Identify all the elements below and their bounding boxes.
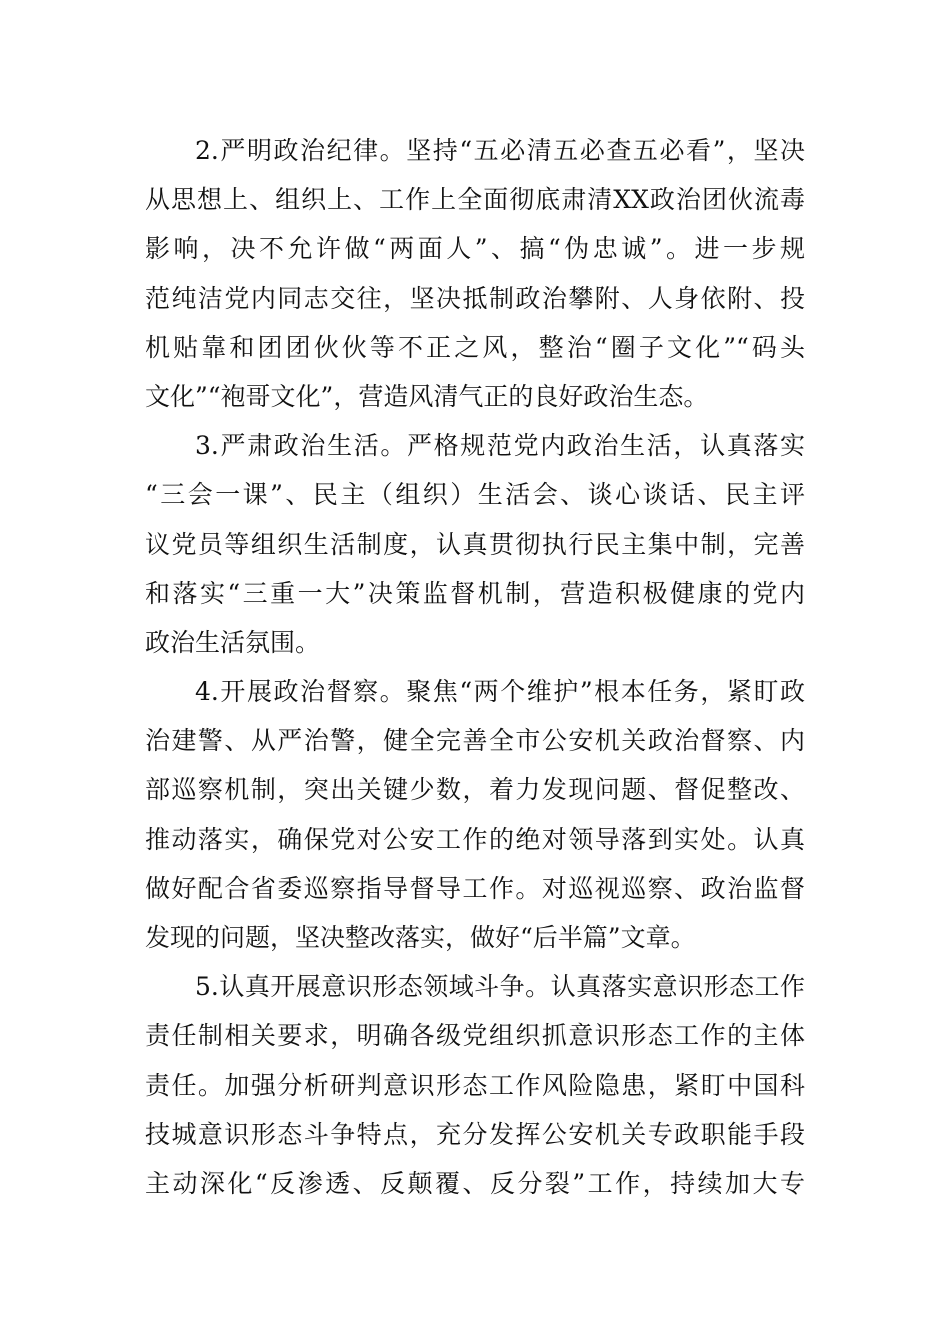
document-body (145, 126, 805, 1208)
text-line: 做好配合省委巡察指导督导工作。对巡视巡察、政治监督 (145, 873, 805, 903)
text-line: 技城意识形态斗争特点，充分发挥公安机关专政职能手段 (145, 1119, 805, 1149)
text-line: “三会一课”、民主（组织）生活会、谈心谈话、民主评 (145, 480, 805, 510)
text-line: 责任。加强分析研判意识形态工作风险隐患，紧盯中国科 (145, 1070, 805, 1100)
text-line: 机贴靠和团团伙伙等不正之风，整治“圈子文化”“码头 (145, 332, 805, 362)
text-line: 3.严肃政治生活。严格规范党内政治生活，认真落实 (195, 431, 805, 461)
text-line: 部巡察机制，突出关键少数，着力发现问题、督促整改、 (145, 775, 805, 805)
text-line: 5.认真开展意识形态领域斗争。认真落实意识形态工作 (195, 972, 805, 1002)
text-line: 范纯洁党内同志交往，坚决抵制政治攀附、人身依附、投 (145, 283, 805, 313)
text-line: 推动落实，确保党对公安工作的绝对领导落到实处。认真 (145, 824, 805, 854)
paragraph-political-inspection (145, 667, 805, 962)
text-line: 文化”“袍哥文化”，营造风清气正的良好政治生态。 (145, 381, 709, 411)
text-line: 从思想上、组织上、工作上全面彻底肃清XX政治团伙流毒 (145, 185, 805, 215)
text-line: 4.开展政治督察。聚焦“两个维护”根本任务，紧盯政 (195, 677, 805, 707)
text-line: 责任制相关要求，明确各级党组织抓意识形态工作的主体 (145, 1021, 805, 1051)
text-line: 政治生活氛围。 (145, 627, 321, 657)
text-line: 2.严明政治纪律。坚持“五必清五必查五必看”，坚决 (195, 136, 805, 165)
text-line: 议党员等组织生活制度，认真贯彻执行民主集中制，完善 (145, 529, 805, 559)
text-line: 和落实“三重一大”决策监督机制，营造积极健康的党内 (145, 578, 805, 608)
text-line: 影响，决不允许做“两面人”、搞“伪忠诚”。进一步规 (145, 234, 805, 264)
paragraph-political-life (145, 421, 805, 667)
paragraph-political-discipline (145, 126, 805, 421)
paragraph-ideology-struggle (145, 962, 805, 1208)
text-line: 主动深化“反渗透、反颠覆、反分裂”工作，持续加大专 (145, 1168, 805, 1198)
text-line: 发现的问题，坚决整改落实，做好“后半篇”文章。 (145, 923, 696, 952)
text-line: 治建警、从严治警，健全完善全市公安机关政治督察、内 (145, 726, 805, 756)
